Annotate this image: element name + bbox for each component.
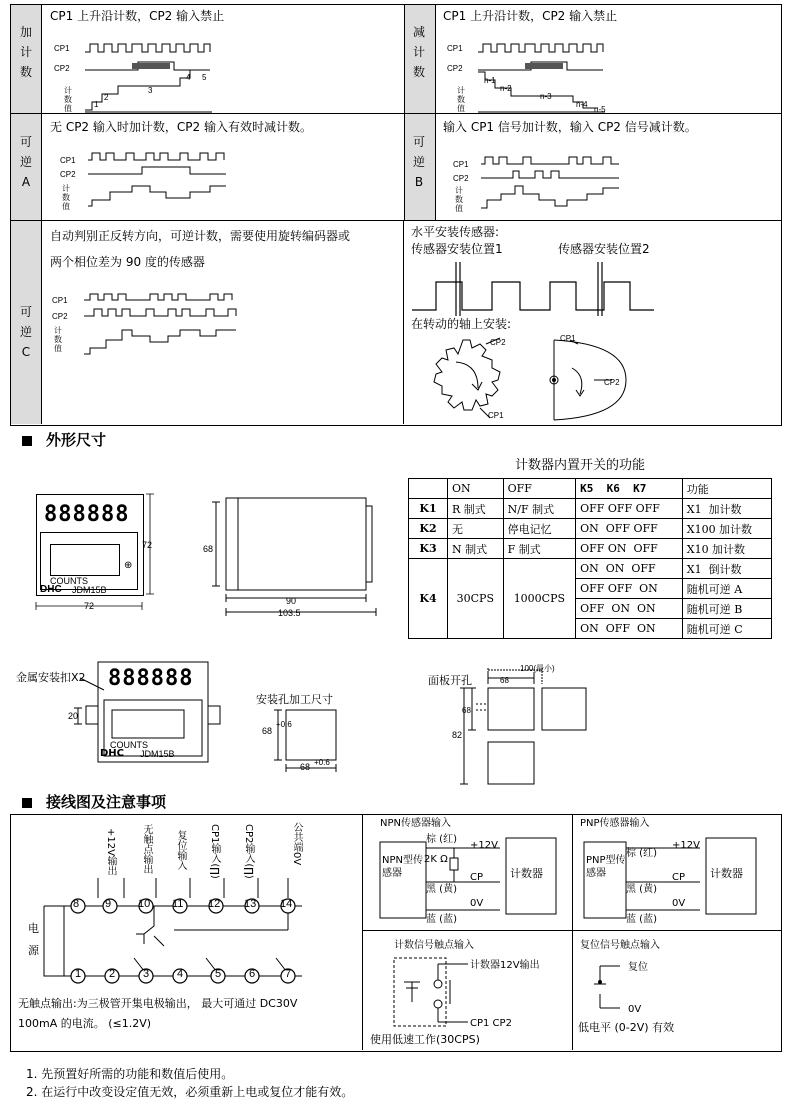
terminal-labels-bottom: 1 2 3 4 5 6 7 [75, 968, 292, 980]
section-title-dims: 外形尺寸 [46, 431, 107, 449]
sensor-shaft-label: 在转动的轴上安装: [411, 317, 512, 331]
device-digits: 888888 [44, 502, 130, 527]
device-side-view [200, 494, 400, 624]
waveform-rev-b [443, 150, 633, 214]
sensor-horizontal-wave [412, 256, 682, 318]
wiring-note-1: 无触点输出:为三极管开集电极输出， 最大可通过 DC30V [18, 997, 298, 1010]
waveform-add [50, 38, 220, 113]
desc-rev-c-1: 自动判别正反转方向，可逆计数，需要使用旋转编码器或 [50, 229, 351, 243]
switch-table-title: 计数器内置开关的功能 [515, 458, 646, 473]
side-label-add: 加 计 数 [19, 25, 32, 79]
section-marker-dims [22, 436, 32, 446]
disc-sensor-diagram [540, 336, 660, 424]
side-label-rev-c: 可 逆 C [19, 305, 32, 359]
side-label-rev-a: 可 逆 A [19, 135, 32, 189]
wiring-note-2: 100mA 的电流。 (≤1.2V) [18, 1017, 152, 1030]
note-2: 2. 在运行中改变设定值无效，必须重新上电或复位才能有效。 [26, 1085, 354, 1099]
sensor-horizontal-label: 水平安装传感器: [411, 225, 500, 239]
waveform-rev-a [50, 150, 240, 214]
terminal-top-labels: +12V输出 无触点输出 复位输入 CP1输入(∏) CP2输入(∏) 公共端0V [105, 822, 302, 879]
waveform-rev-c [50, 292, 250, 362]
terminal-labels-top: 8 9 10 11 12 13 14 [73, 898, 293, 910]
side-label-rev-b: 可 逆 B [412, 135, 425, 189]
note-1: 1. 先预置好所需的功能和数值后使用。 [26, 1067, 234, 1081]
sensor-pos2-label: 传感器安装位置2 [558, 242, 650, 256]
switch-table: ON OFF K5 K6 K7 功能 K1 R 制式 N/F 制式 OFF OFF OFF X1 加计数 K2 无 停电记忆 ON OFF OFF X100 加计数 K3 N 制式 F 制式 OFF ON OFF X10 加计数 K4 30CPS 1000CPS ON ON OFF X1 倒计数 OFF OFF ON 随机可逆 A OFF ON ON 随机可逆 B ON OFF ON 随机可逆 C [408, 478, 772, 639]
desc-rev-b: 输入 CP1 信号加计数，输入 CP2 信号减计数。 [443, 120, 697, 134]
side-label-sub: 减 计 数 [412, 25, 425, 79]
sensor-pos1-label: 传感器安装位置1 [411, 242, 503, 256]
power-label: 电源 [28, 922, 39, 957]
section-marker-wiring [22, 798, 32, 808]
desc-sub: CP1 上升沿计数，CP2 输入禁止 [443, 9, 618, 23]
desc-rev-c-2: 两个相位差为 90 度的传感器 [50, 255, 205, 269]
desc-rev-a: 无 CP2 输入时加计数，CP2 输入有效时减计数。 [50, 120, 312, 134]
desc-add: CP1 上升沿计数，CP2 输入禁止 [50, 9, 225, 23]
section-title-wiring: 接线图及注意事项 [46, 793, 167, 811]
